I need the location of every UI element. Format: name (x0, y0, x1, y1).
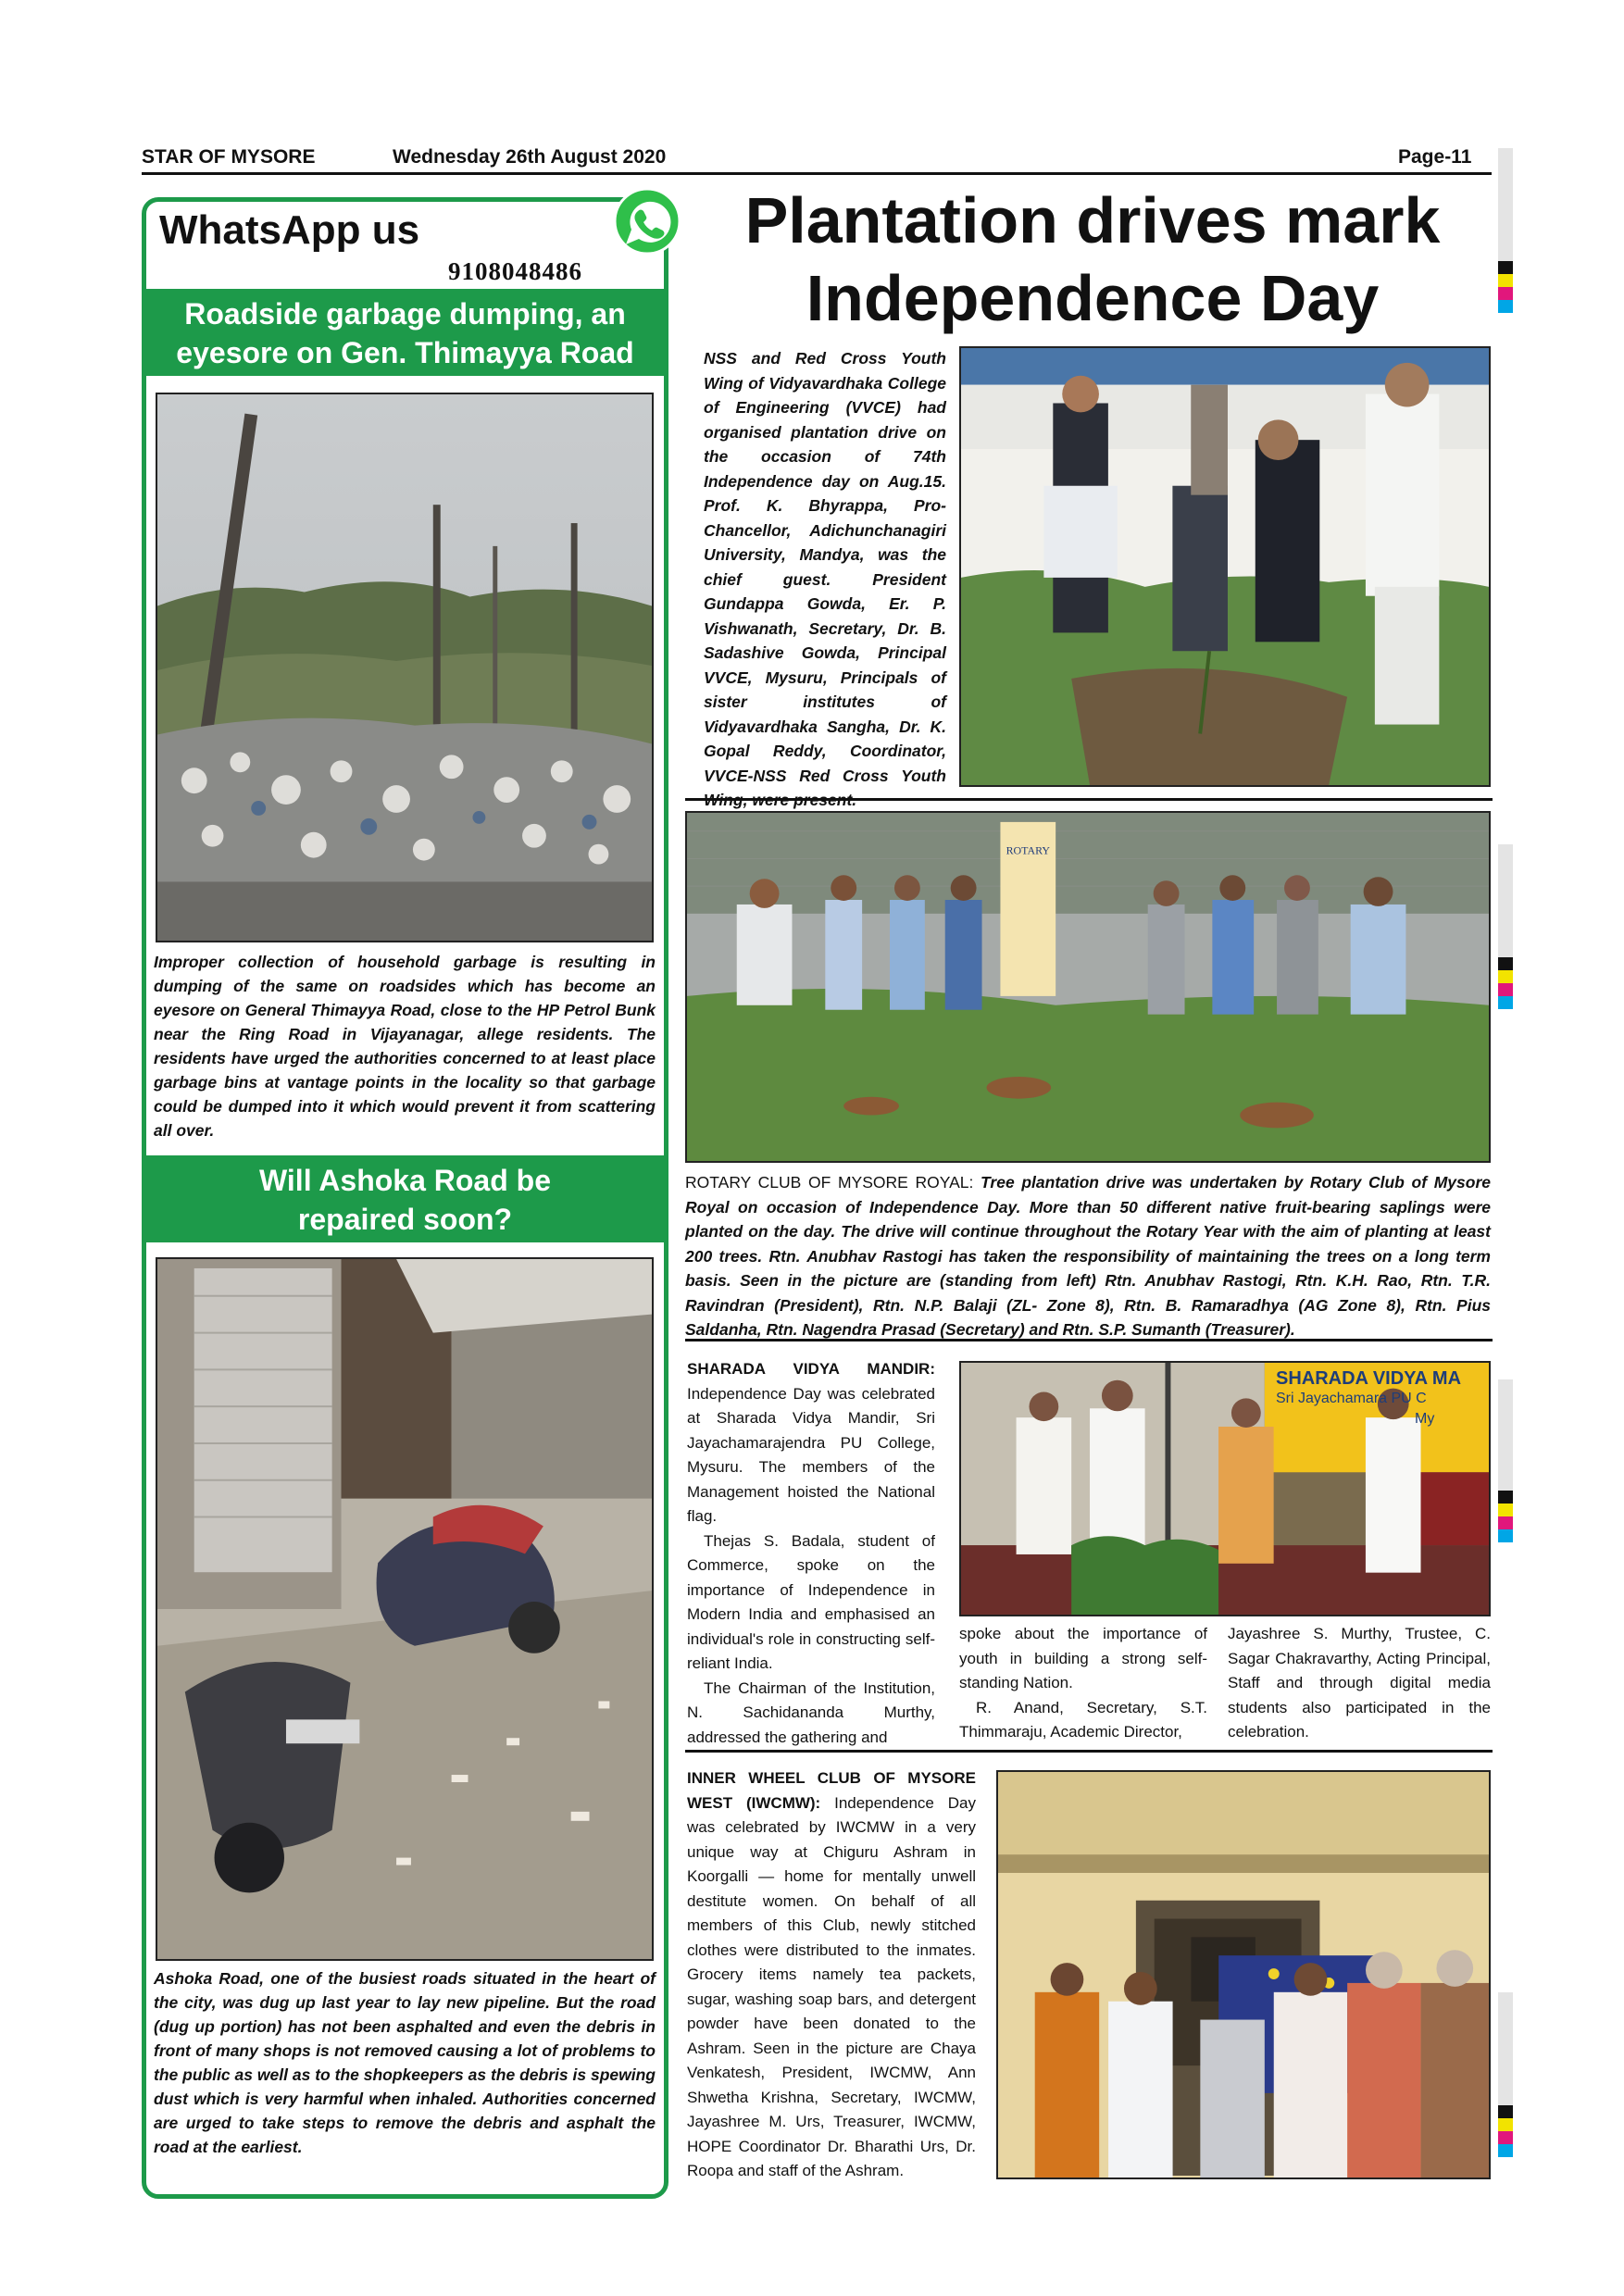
sharada-p1: Independence Day was celebrated at Sharada Vidya Mandir, Sri Jayachamarajendra PU College, Mysuru. The members of the Management hoisted the National flag. (687, 1384, 935, 1525)
whatsapp-title: WhatsApp us (159, 207, 420, 253)
rotary-kicker: ROTARY CLUB OF MYSORE ROYAL: (685, 1173, 974, 1192)
header-rule (142, 172, 1492, 175)
sharada-col2-text: spoke about the importance of youth in building a strong self-standing Nation. (959, 1625, 1207, 1691)
sharada-kicker: SHARADA VIDYA MANDIR: (687, 1360, 935, 1378)
divider-3 (685, 1750, 1493, 1753)
innerwheel-text (687, 1766, 976, 2184)
publication-name: STAR OF MYSORE (142, 146, 316, 168)
divider-2 (685, 1339, 1493, 1341)
whatsapp-icon (611, 185, 683, 257)
issue-date: Wednesday 26th August 2020 (393, 146, 667, 168)
sharada-col2b-text: R. Anand, Secretary, S.T. Thimmaraju, Academic Director, (959, 1698, 1207, 1741)
sharada-col3 (1228, 1622, 1491, 1745)
main-headline (685, 181, 1500, 337)
sharada-p2: Thejas S. Badala, student of Commerce, spoke on the importance of Independence in Modern India and emphasised an individual's role in constructing self-reliant India. (687, 1531, 935, 1672)
rotary-banner-text: ROTARY (1006, 843, 1051, 857)
registration-marks-1 (1498, 148, 1513, 313)
registration-marks-4 (1498, 1992, 1513, 2157)
vvce-plantation-photo (959, 346, 1491, 787)
story2-caption: Ashoka Road, one of the busiest roads situated in the heart of the city, was dug up last year to lay new pipeline. But the road (dug up portion) has not been asphalted and even the debris in front of many shops is not removed causing a lot of problems to the public as well as to the shopkeepers as the debris is spewing dust which is very harmful when inhaled. Authorities concerned are urged to take steps to remove the debris and asphalt the road at the earliest. (154, 1969, 656, 2156)
sharada-col3-text: Jayashree S. Murthy, Trustee, C. Sagar Chakravarthy, Acting Principal, Staff and through digital media students also participated in the celebration. (1228, 1625, 1491, 1741)
main-headline-line2: Independence Day (806, 262, 1380, 334)
page-number: Page-11 (1398, 146, 1472, 168)
ashoka-road-photo (156, 1257, 654, 1961)
rotary-caption-block (685, 1170, 1491, 1342)
story1-headline (146, 289, 664, 376)
story1-caption: Improper collection of household garbage is resulting in dumping of the same on roadsides which has become an eyesore on General Thimayya Road, close to the HP Petrol Bunk near the Ring Road in Vijayanagar, allege residents. The residents have urged the authorities concerned to at least place garbage bins at vantage points in the locality so that garbage could be dumped into it which would prevent it from scattering all over. (154, 953, 656, 1140)
sharada-banner-line3: My (1415, 1411, 1435, 1427)
story2-headline-text: Will Ashoka Road be repaired soon? (258, 1164, 551, 1236)
sharada-banner-line2: Sri Jayachamara PU C (1276, 1391, 1427, 1406)
story1-headline-text: Roadside garbage dumping, an eyesore on Gen. Thimayya Road (176, 297, 634, 369)
whatsapp-number: 9108048486 (448, 257, 582, 285)
divider-1 (685, 798, 1493, 801)
rotary-plantation-photo (685, 811, 1491, 1163)
sharada-photo (959, 1361, 1491, 1616)
sharada-banner-line1: SHARADA VIDYA MA (1276, 1368, 1462, 1389)
garbage-photo (156, 393, 654, 942)
innerwheel-body: Independence Day was celebrated by IWCMW in a very unique way at Chiguru Ashram in Koorgalli — home for mentally unwell destitute women. On behalf of all members of this Club, newly stitched clothes were distributed to the inmates. Grocery items namely tea packets, sugar, washing soap bars, and detergent powder have been donated to the Ashram. Seen in the picture are Chaya Venkatesh, President, IWCMW, Ann Shwetha Krishna, Secretary, IWCMW, Jayashree M. Urs, Treasurer, IWCMW, HOPE Coordinator Dr. Bharathi Urs, Dr. Roopa and staff of the Ashram. (687, 1793, 976, 2179)
sharada-col2 (959, 1622, 1207, 1745)
innerwheel-photo (996, 1770, 1491, 2179)
sharada-banner (1276, 1368, 1491, 1429)
vvce-caption: NSS and Red Cross Youth Wing of Vidyavardhaka College of Engineering (VVCE) had organised plantation drive on the occasion of 74th Independence day on Aug.15. Prof. K. Bhyrappa, Pro-Chancellor, Adichunchanagiri University, Mandya, was the chief guest. President Gundappa Gowda, Er. P. Vishwanath, Secretary, Dr. B. Sadashive Gowda, Principal VVCE, Mysuru, Principals of sister institutes of Vidyavardhaka Sangha, Dr. K. Gopal Reddy, Coordinator, VVCE-NSS Red Cross Youth (704, 349, 946, 785)
story2-headline (146, 1155, 664, 1242)
main-headline-line1: Plantation drives mark (744, 184, 1441, 256)
registration-marks-2 (1498, 844, 1513, 1009)
innerwheel-kicker: INNER WHEEL CLUB OF MYSORE WEST (IWCMW): (687, 1769, 976, 1812)
rotary-caption: Tree plantation drive was undertaken by Rotary Club of Mysore Royal on occasion of Independence Day. More than 50 different native fruit-bearing saplings were planted on the day. The drive will continue throughout the Rotary Year with the aim of planting at least 200 trees. Rtn. Anubhav Rastogi has taken the responsibility of maintaining the trees on a long term basis. Seen in the picture are (standing from left) Rtn. Anubhav Rastogi, Rtn. K.H. Rao, Rtn. T.R. Ravindran (President), Rtn. N.P. Balaji (ZL- Zone 8), Rtn. B. Ramaradhya (AG Zone 8), Rtn. Pius Saldanha, Rtn. Nagendra Prasad (Secretary) and Rtn. S.P. Sumanth (Treasurer). (685, 1173, 1491, 1339)
registration-marks-3 (1498, 1379, 1513, 1542)
sharada-col1 (687, 1357, 935, 1750)
sharada-p3: The Chairman of the Institution, N. Sachidananda Murthy, addressed the gathering and (687, 1678, 935, 1746)
